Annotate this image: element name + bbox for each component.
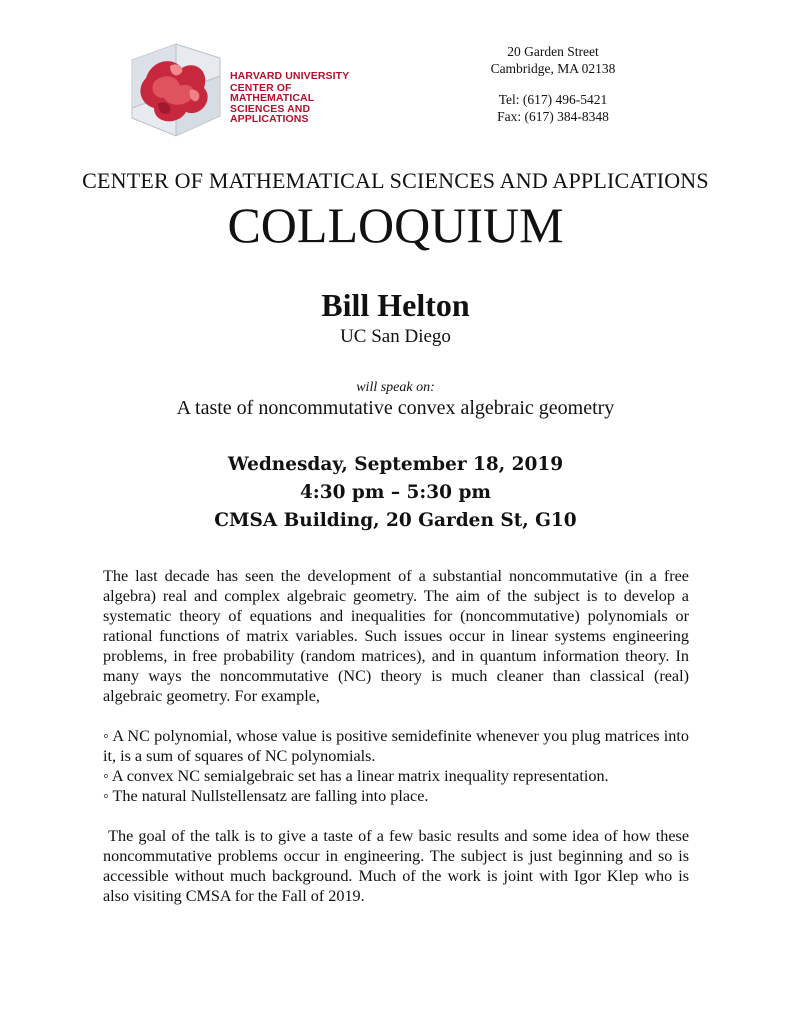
- event-type-title: COLLOQUIUM: [227, 197, 564, 253]
- speaker-affiliation: UC San Diego: [340, 326, 451, 347]
- abstract-paragraph-2: The goal of the talk is to give a taste of a few basic results and some idea of how these noncommutative problems occur in engineering. The subject is just beginning and so is accessible without much background. Much of the work is joint with Igor Klep who is also visiting CMSA for the Fall of 2019.: [103, 827, 694, 905]
- will-speak-label: will speak on:: [356, 380, 435, 395]
- logo-line-university: HARVARD UNIVERSITY: [230, 70, 350, 82]
- speaker-name: Bill Helton: [321, 287, 470, 323]
- address-tel: Tel: (617) 496-5421: [498, 92, 608, 107]
- address-city: Cambridge, MA 02138: [490, 61, 616, 76]
- cmsa-logo: [124, 38, 364, 138]
- abstract-bullet-2: ◦ A convex NC semialgebraic set has a linear matrix inequality representation.: [103, 767, 609, 785]
- logo-line-center: CENTER OF MATHEMATICAL: [230, 81, 315, 104]
- talk-title: A taste of noncommutative convex algebraic geometry: [176, 397, 615, 419]
- event-date: Wednesday, September 18, 2019: [227, 454, 564, 475]
- address-fax: Fax: (617) 384-8348: [497, 109, 609, 124]
- event-time: 4:30 pm – 5:30 pm: [300, 482, 491, 503]
- schedule-block: [0, 451, 791, 535]
- abstract-bullet-3: ◦ The natural Nullstellensatz are falling into place.: [103, 787, 429, 805]
- abstract-bullet-1: ◦ A NC polynomial, whose value is positive semidefinite whenever you plug matrices into it, is a sum of squares of NC polynomials.: [103, 727, 689, 765]
- abstract-paragraph-1: The last decade has seen the development of a substantial noncommutative (in a free algebra) real and complex algebraic geometry. The aim of the subject is to develop a systematic theory of equations and inequalities for (noncommutative) polynomials or rational functions of matrix variables. Such issues occur in linear systems engineering problems, in free probability (random matrices), and in quantum information theory. In many ways the noncommutative (NC) theory is much cleaner than classical (real) algebraic geometry. For example,: [103, 567, 689, 705]
- abstract: [103, 566, 694, 906]
- logo-line-sciences: SCIENCES AND APPLICATIONS: [230, 102, 311, 125]
- cube-logo-icon: [124, 38, 224, 138]
- address-block: [478, 43, 628, 125]
- event-location: CMSA Building, 20 Garden St, G10: [214, 510, 577, 531]
- logo-wordmark: [230, 71, 364, 125]
- address-street: 20 Garden Street: [507, 44, 599, 59]
- center-name-heading: CENTER OF MATHEMATICAL SCIENCES AND APPLICATIONS: [82, 168, 709, 193]
